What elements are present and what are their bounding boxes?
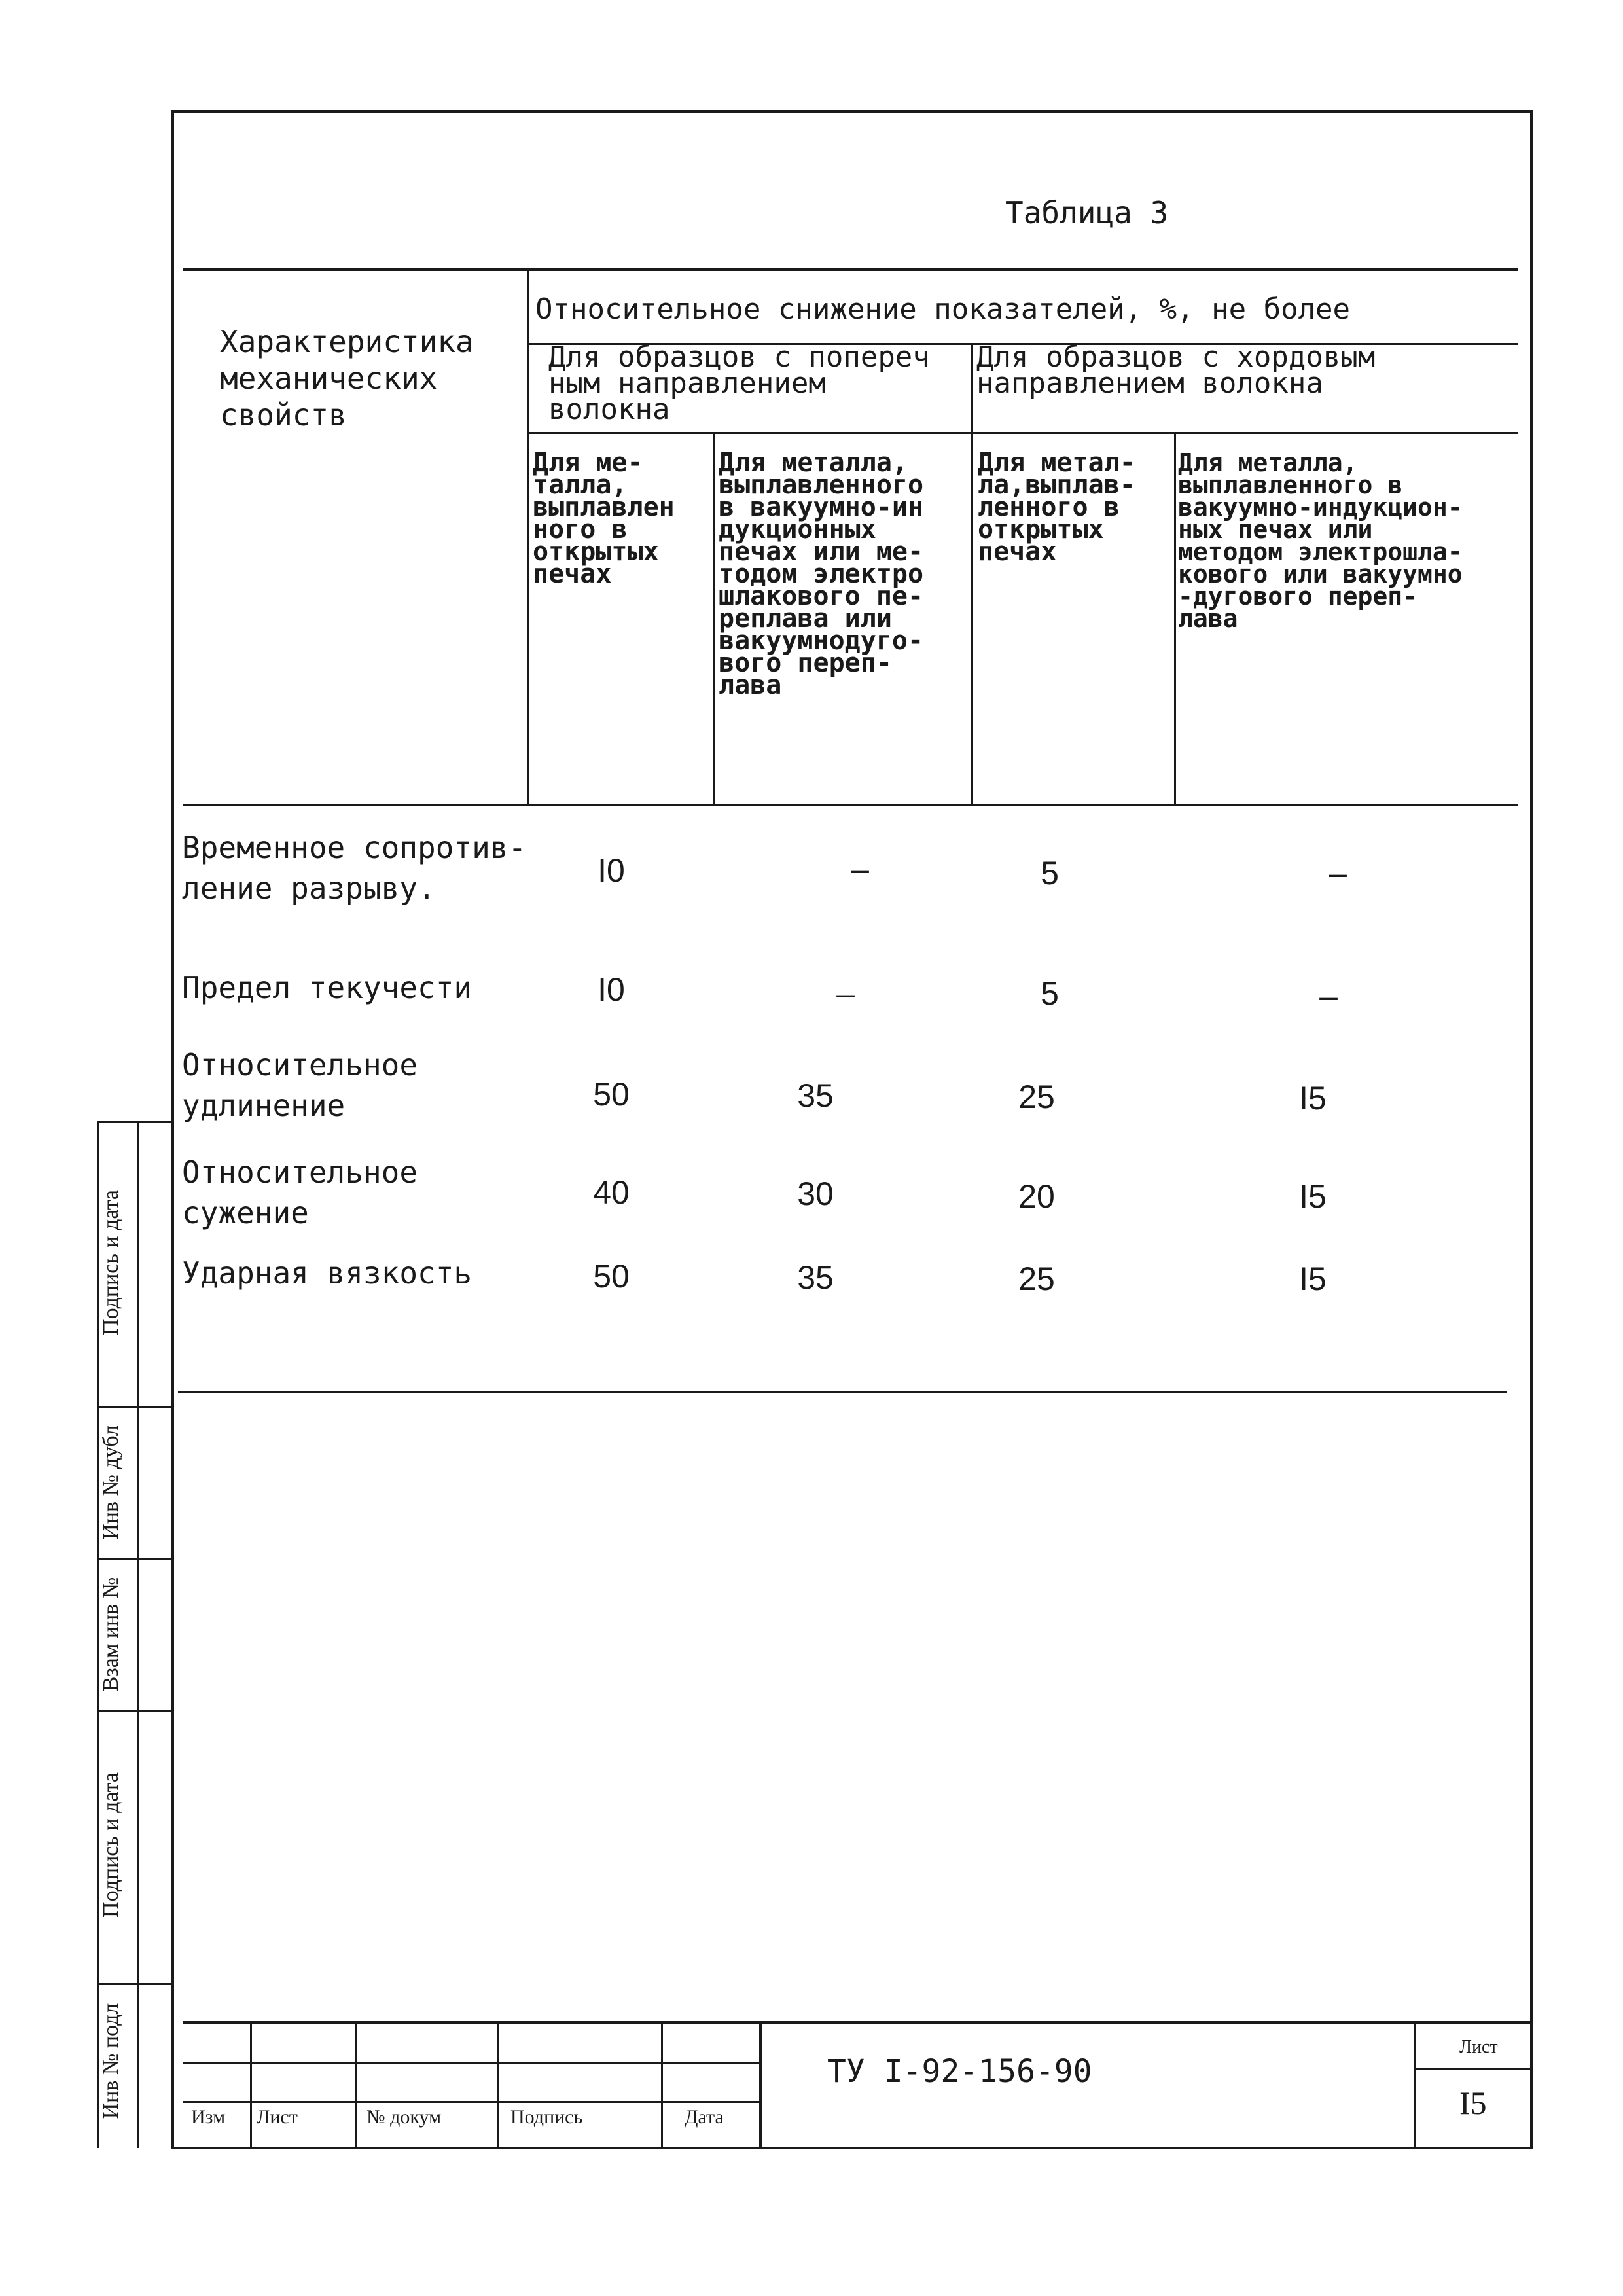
stamp-data-label: Дата (685, 2106, 724, 2128)
row-name: Относительное удлинение (182, 1047, 418, 1123)
table-title: Таблица 3 (1005, 195, 1169, 230)
row-name: Предел текучести (182, 970, 473, 1005)
header-relative-reduction: Относительное снижение показателей, %, не более (535, 293, 1351, 326)
row-value: 50 (593, 1258, 630, 1295)
row-value: – (1329, 855, 1347, 891)
row-value: – (851, 851, 869, 888)
title-block-vline-2 (355, 2021, 357, 2147)
row-value: – (836, 975, 855, 1012)
header-vline-1 (527, 268, 529, 804)
frame-bottom (171, 2147, 1533, 2149)
row-name: Временное сопротив- ление разрыву. (182, 830, 527, 906)
row-value: 40 (593, 1174, 630, 1211)
row-value: – (1319, 978, 1338, 1014)
table-end-rule (178, 1391, 1507, 1393)
title-block-row-2 (183, 2101, 759, 2103)
row-value: 30 (797, 1175, 834, 1212)
row-name: Ударная вязкость (182, 1255, 473, 1291)
header-top-rule (183, 268, 1518, 271)
document-designation: ТУ I-92-156-90 (827, 2053, 1092, 2090)
header-transverse-group: Для образцов с попереч ным направлением волокна (548, 340, 930, 426)
side-strip-top (97, 1121, 174, 1123)
title-block-vline-5 (759, 2021, 762, 2147)
row-value: 20 (1018, 1178, 1055, 1215)
frame-top (171, 110, 1533, 113)
header-chordal-group: Для образцов с хордовым направлением волокна (976, 340, 1376, 400)
row-value: I5 (1299, 1261, 1327, 1297)
title-block-top (183, 2021, 1530, 2024)
row-value: 25 (1018, 1261, 1055, 1297)
row-value: 35 (797, 1259, 834, 1296)
stamp-izm-label: Изм (191, 2106, 226, 2128)
header-col-4: Для металла, выплавленного в вакуумно-индукцион- ных печах или методом электрошла- кового или вакуумно -дугового переп- лава (1178, 448, 1463, 633)
title-block-sheet-rule (1414, 2068, 1530, 2070)
row-value: I0 (597, 971, 625, 1008)
row-value: 35 (797, 1077, 834, 1114)
header-vline-4 (1174, 432, 1176, 804)
row-value: 5 (1041, 975, 1059, 1012)
row-value: I5 (1299, 1178, 1327, 1215)
title-block-vline-1 (250, 2021, 252, 2147)
row-value: 5 (1041, 855, 1059, 891)
row-value: I5 (1299, 1080, 1327, 1117)
header-characteristic: Характеристика механических свойств (220, 324, 474, 433)
sheet-number: I5 (1459, 2085, 1487, 2121)
frame-left (171, 110, 174, 2148)
row-value: I0 (597, 852, 625, 889)
title-block-vline-6 (1414, 2021, 1416, 2147)
side-label-vzam-inv: Взам инв № (99, 1577, 123, 1692)
header-col-3: Для метал- ла,выплав- ленного в открытых печах (978, 448, 1135, 567)
row-value: 50 (593, 1076, 630, 1113)
stamp-list-label: Лист (257, 2106, 298, 2128)
side-strip-divider (137, 1121, 139, 2148)
header-vline-2 (971, 343, 973, 804)
header-vline-3 (713, 432, 715, 804)
side-label-inv-podl: Инв № подл (99, 2003, 123, 2119)
header-bottom-rule (183, 804, 1518, 806)
row-name: Относительное сужение (182, 1155, 418, 1230)
header-rule-3 (529, 432, 1518, 434)
frame-right (1530, 110, 1533, 2148)
stamp-sheet-label: Лист (1459, 2037, 1498, 2057)
side-label-podpis-data-1: Подпись и дата (99, 1772, 123, 1918)
header-col-2: Для металла, выплавленного в вакуумно-ин дукционных печах или ме- тодом электро шлакового пе- реплава или вакуумнодуго- вого переп- лава (719, 448, 924, 700)
title-block-row-1 (183, 2062, 759, 2064)
title-block-vline-4 (661, 2021, 663, 2147)
title-block-vline-3 (497, 2021, 499, 2147)
header-col-1: Для ме- талла, выплавлен ного в открытых печах (533, 448, 675, 589)
stamp-podpis-label: Подпись (510, 2106, 583, 2128)
row-value: 25 (1018, 1079, 1055, 1115)
side-label-podpis-data-2: Подпись и дата (99, 1190, 123, 1335)
stamp-dokum-label: № докум (366, 2106, 442, 2128)
side-label-inv-dubl: Инв № дубл (99, 1425, 123, 1540)
